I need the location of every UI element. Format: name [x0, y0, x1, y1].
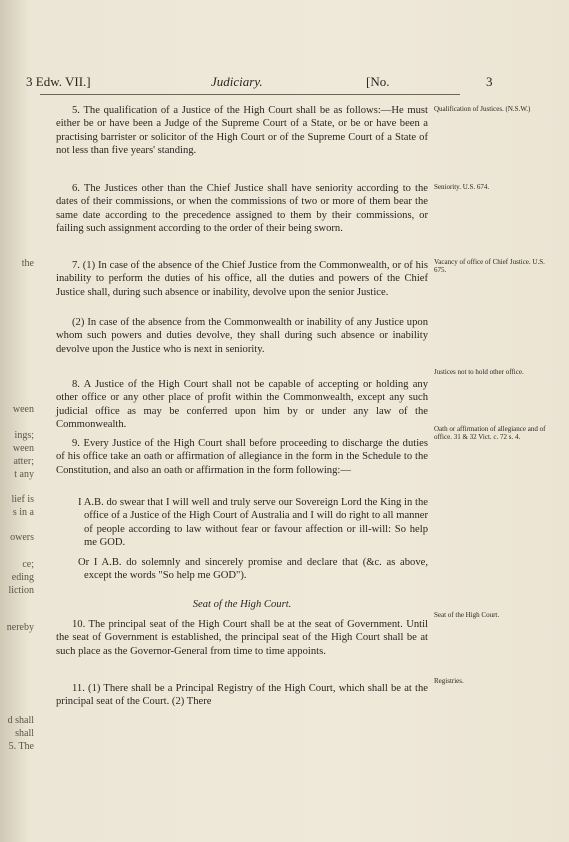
- bleed-text: ings;: [14, 430, 34, 441]
- header-rule: [40, 94, 460, 95]
- section-text: 10. The principal seat of the High Court shall be at the seat of Government. Until the seat of Government is established, the principal seat of the High Court shall be at such place as the Governor-General from time to time appoints.: [56, 619, 428, 657]
- margin-note-seat: Seat of the High Court.: [434, 611, 500, 619]
- section-text: 5. The qualification of a Justice of the High Court shall be as follows:—He must either be or have been a Judge of the Supreme Court of a State, or be or have been a practising barrister or solicitor of the High Court or of the Supreme Court of a State of not less than five years' standing.: [56, 105, 428, 157]
- page-number: 3: [486, 74, 493, 89]
- section-text: (2) In case of the absence from the Commonwealth or inability of any Justice upon whom such powers and duties devolve, they shall during such absence or inability devolve upon the Justice who is next in seniority.: [56, 317, 428, 355]
- running-header: [26, 74, 546, 92]
- seat-heading: [56, 598, 428, 611]
- bleed-text: owers: [10, 532, 34, 543]
- section-text: 8. A Justice of the High Court shall not be capable of accepting or holding any other office or any other place of profit within the Commonwealth, except any such judicial office as may be conferred upon him by or under any law of the Commonwealth.: [56, 379, 428, 431]
- bleed-text: lief is: [11, 494, 34, 505]
- affirmation-form: [56, 556, 428, 583]
- bleed-text: ween: [12, 443, 34, 454]
- bleed-text: the: [21, 258, 34, 269]
- section-text: 9. Every Justice of the High Court shall before proceeding to discharge the duties of his office take an oath or affirmation of allegiance in the form in the Schedule to the Constitution, and also an oath or affirmation in the form following:—: [56, 438, 428, 476]
- bleed-text: d shall: [7, 715, 34, 726]
- bleed-text: s in a: [12, 507, 34, 518]
- bleed-text: atter;: [13, 456, 34, 467]
- bleed-text: eding: [11, 572, 34, 583]
- margin-note-oath: Oath or affirmation of allegiance and of office. 31 & 32 Vict. c. 72 s. 4.: [434, 425, 546, 442]
- section-heading: Seat of the High Court.: [192, 599, 292, 610]
- margin-note-qualification: Qualification of Justices. (N.S.W.): [434, 105, 531, 113]
- section-10: [56, 618, 428, 658]
- act-title: Judiciary.: [211, 74, 263, 89]
- bleed-text: ce;: [22, 559, 34, 570]
- regnal-year: 3 Edw. VII.]: [26, 74, 91, 89]
- bleed-text: 5. The: [8, 741, 34, 752]
- section-text: 11. (1) There shall be a Principal Registry of the High Court, which shall be at the principal seat of the Court. (2) There: [56, 683, 428, 708]
- section-7-2: [56, 316, 428, 356]
- margin-note-vacancy: Vacancy of office of Chief Justice. U.S. 675.: [434, 258, 545, 275]
- section-6: [56, 182, 428, 236]
- section-8: [56, 378, 428, 432]
- affirmation-text: Or I A.B. do solemnly and sincerely promise and declare that (&c. as above, except the words "So help me GOD").: [78, 557, 428, 582]
- bleed-text: liction: [8, 585, 34, 596]
- section-7-1: [56, 259, 428, 299]
- section-5: [56, 104, 428, 158]
- bleed-text: nereby: [6, 622, 34, 633]
- act-number: [No.: [366, 74, 390, 89]
- oath-text: I A.B. do swear that I will well and truly serve our Sovereign Lord the King in the office of a Justice of the High Court of Australia and I will do right to all manner of people according to law without fear or favour affection or ill-will: So help me GOD.: [78, 497, 428, 549]
- bleed-text: ween: [12, 404, 34, 415]
- bleed-text: t any: [14, 469, 34, 480]
- bleed-text: shall: [15, 728, 34, 739]
- margin-note-registries: Registries.: [434, 677, 464, 685]
- oath-form: [56, 496, 428, 550]
- section-11: [56, 682, 428, 709]
- section-9: [56, 437, 428, 477]
- section-text: 6. The Justices other than the Chief Justice shall have seniority according to the dates of their commissions, or when the commissions of two or more of them bear the same date according to the precedence assigned to them by their commissions, or failing such assignment according to the order of their being sworn.: [56, 183, 428, 235]
- section-text: 7. (1) In case of the absence of the Chief Justice from the Commonwealth, or of his inability to perform the duties of his office, all the duties and powers of the Chief Justice shall, during such absence or inability, devolve upon the senior Justice.: [56, 260, 428, 298]
- margin-note-seniority: Seniority. U.S. 674.: [434, 183, 490, 191]
- margin-note-other-office: Justices not to hold other office.: [434, 368, 524, 376]
